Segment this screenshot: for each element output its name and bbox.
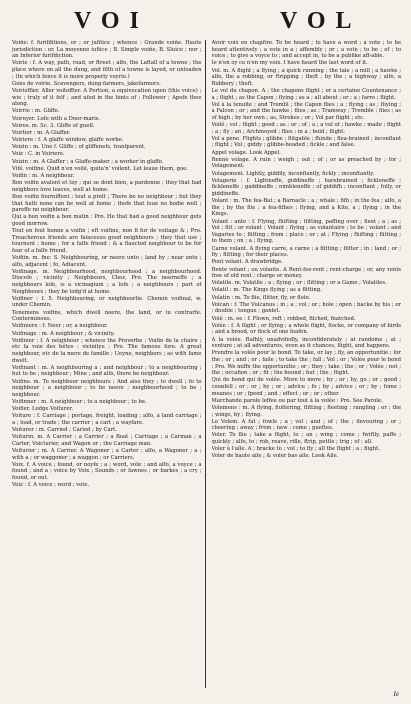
dictionary-entry: Voiz : C. in Voiriere. xyxy=(12,151,65,158)
dictionary-entry: Voifiniere : f. Neer ; or, a neighbour. xyxy=(12,323,108,330)
dictionary-entry: Volagerie : f. Lightneffe, giddineffe ; harebrained ; fickleneffe ; fickleneffe ; gaddineffe ; nimbleneffe ; of giddifh ; inconftant ; folly, or giddineffe. xyxy=(211,177,401,197)
dictionary-entry: Pont volant. A drawbridge. xyxy=(211,259,283,266)
dictionary-entry: Tenemens voifins, which dwell neere, the land, or iu contrarfe. Conterminous. xyxy=(12,309,202,323)
dictionary-entry: Le vol du chapon. A ; the chapons flight ; or a certaine Countenance ; a ; flight ; as the Capon ; flying ; as a ; all about ; or ; a ; farre ; flight. xyxy=(211,87,401,101)
dictionary-entry: Voiñe: f. furifditions, or ; or jufitice ; whence : Grande voiñe. Haute jurisdiction : or, La moyenne iufiice ; B. Simple voiñe, B. Sluice ; nor ; an Inferior furifdiction. xyxy=(12,40,202,60)
dictionary-entry: Carne volant. A flying carre, a carne ; a flitting ; flitter ; in ; land ; or ; fly ; flitting ; for their places. xyxy=(211,245,401,259)
dictionary-entry: Voix. f. A voice ; found, or noyfe ; a ; word, vote ; and alfo, a voyce ; a found ; and a ; voice by Voix ; Sounds ; or fawnes ; or barkes ; a cry ; found, or out. xyxy=(12,461,202,481)
dictionary-entry: Vifé. voifine. Quid n'en voilé, quita'n' voilent. Let leaue them, goe. xyxy=(12,165,188,172)
dictionary-entry: Voiros. m. Sc. 3. Gliffe of guefl. xyxy=(12,122,95,129)
dictionary-entry: Vol à la tenuïte ; and Trembl ; the Capon flies ; a ; flying ; as ; fliying ; a Falcon ; or ; and the hawke ; flies ; as ; Tramway ; Tremble ; flies ; as of high ; by her own ; as, Strokes ; or ; Vol par flight ; etc. xyxy=(211,101,401,121)
running-headers xyxy=(12,8,401,36)
dictionary-entry: Volatil : m. The Kings flying ; as a flitting. xyxy=(211,287,322,294)
dictionary-entry: Voifiner : f. 5. Neighbouring, or neighbourlie. Chemin voifinal, w. under Chemin. xyxy=(12,295,202,309)
dictionary-entry: A la volée. Rafhly, unadvifedly, inconfiderately ; at randome ; at ; venture ; at all adventures, even as it chances, flight, and happens. xyxy=(211,336,401,350)
dictionary-entry: Volemens : m. A flying, fluttering, flitting ; fleeting ; rangling ; or ; the ; wings, by ; flying. xyxy=(211,404,401,418)
dictionary-entry: Voifinage : m. A neighbour ; & vicinity. xyxy=(12,330,115,337)
dictionary-entry: Rente volant ; ou volante. A Rent-fee-rent ; rent-charge ; or, any rents free of old rent ; charge or money. xyxy=(211,266,401,280)
dictionary-entry: Voirtier : m. A Glaffer. xyxy=(12,129,71,136)
dictionary-entry: Voiturer : m. Carried ; Caried ; by Cart. xyxy=(12,427,117,434)
dictionary-entry: Voifinant : m. A neighbouring a ; and neighbour ; to a neighbouring ; but to be ; neighbour ; Mine ; and alfo, there be neighbour. xyxy=(12,364,202,378)
dictionary-entry: Voifinage. m. Neighbourhood, neighbourhood ; a neighbourhood. Diocefe ; vicinity ; Neighbours, Chez, Pro. The neerneffe ; a neighbours lofe, is a vicinagium ; a lofe ; a neighbours ; part of Neighbours ; they be lodg'd at home. xyxy=(12,268,202,295)
dictionary-entry: Voifiin. m. fne: S. Neighbouring, or neere unto ; land by ; near unto ; alfo, adjacent ; fo, Adiacent. xyxy=(12,255,202,268)
dictionary-entry: Volant : m. The fea-Bat ; a Barnacle ; a ; whale ; fifh ; in the fea ; alfo, a flie ; by the flie ; a fea-fifhes ; flying, and a Kite, a ; flying ; in the Kings. xyxy=(211,198,401,218)
dictionary-entry: Voirrie : m. Gliffe. xyxy=(12,108,60,115)
header-left: VOI xyxy=(74,8,149,34)
dictionary-entry: Le Volem. A fat ; fowle ; a ; vol ; and ; of ; the ; devouring ; or ; cheering ; away ; from ; new ; come ; gueftes. xyxy=(211,418,401,432)
dictionary-entry: Voiz : f. A voice ; word ; vote. xyxy=(12,482,90,489)
dictionary-entry: Appel volage. Look Appel. xyxy=(211,149,281,156)
columns xyxy=(12,40,401,692)
dictionary-entry: Voirioffier. Aller voitoffier. A Portion, a equivocation upon (this voice) ; wie ; truly of it felf ; and ufed in the hints of ; Follower ; Apofe thee along. xyxy=(12,87,202,108)
dictionary-entry: Ie n'en oy ce n'en my voix. I have heard the last word of it. xyxy=(211,60,368,67)
dictionary-entry: Voiturin. m. A Carrier ; a Carrier ; a Boat ; Carriage ; a Carman ; a Carter, Voicturier, and Wagon or ; the Carriage man. xyxy=(12,434,202,447)
dictionary-entry: Voirie : f. A way, path, road, or ftreet ; alfo, the Laftall of a towne ; the place where on all the dung, and filth of a towne is layed, or unloaden ; (In which fence it is more properly voyrie.) xyxy=(12,60,202,80)
dictionary-entry: Volcan : f. The Vulcanus ; in ; a ; vol ; or ; hole ; open ; backe by his ; or ; double ; tongue ; ganlet. xyxy=(211,301,401,315)
dictionary-entry: Voiroyer. Lofe with a Door-maris. xyxy=(12,115,101,122)
dictionary-entry: Avoir voix en chapitre. To be heard ; to have a word ; a vote ; to be heard attentively ; a vote in a ; affembly ; or ; a vote ; to be ; of ; to voice ; to give a voyce to ; and accept in, to be a publike aff-able. xyxy=(211,40,401,60)
dictionary-entry: Voifinier : f. A neighbour ; whence the Proverbe ; Voifin de la chaire ; etc la voie des bêtes : vicinitye : Pro. The famous fore. A great neighbour, etc de la mere de famille ; Ueyne, neighbors ; as with fame dwelt. xyxy=(12,337,202,364)
header-right: VOL xyxy=(280,8,362,34)
dictionary-entry: Qui a bon voifin a bon matin : Pro. He that had a good neighbour gets good morrow. xyxy=(12,214,202,227)
dictionary-entry: Bon voifin fourniffent ; tout a prelt ; There be no neighbour ; but they that hath none can be well at home ; thofe that loue no bodie well ; pareffe no neighbour. xyxy=(12,193,202,214)
dictionary-entry: Volé : m. ee : f. Flown, reft ; robbed, filched, fnatched. xyxy=(211,315,356,322)
dictionary-entry: Voifier. Lodge Voiturer. xyxy=(12,406,74,413)
dictionary-entry: Marchande parole leffee ou par tout à la volée : Pro. See Parole. xyxy=(211,397,383,404)
dictionary-entry: Voiture : f. Carriage ; portage, freight, loading ; alfo, a land carriage ; a ; load, or trade ; the carrier ; a cart ; a wayfare. xyxy=(12,413,202,426)
catchword: Ie xyxy=(393,690,399,698)
dictionary-entry: Volatile. m. Volatile ; a ; flying ; or ; flitting ; or a Game ; Volatiles. xyxy=(211,280,387,287)
dictionary-entry: Voizin : m. Une f. Gliffe ; of gliffenefs, tranfparent. xyxy=(12,144,146,151)
dictionary-entry: Voler à l'aîle. A ; bracke to ; vol ; to fly ; all the flight ; a ; flight. xyxy=(211,446,380,453)
dictionary-entry: Qui de bond qui de volée. More to more ; by ; or ; by, go ; or ; good ; counfell ; or ; or ; by ; or ; advice ; fo ; by ; advice ; or ; by ; fome ; meanes ; or ; fpeed ; and ; effect ; or ; or ; other. xyxy=(211,377,401,397)
dictionary-entry: Voler. To flie ; take a flight, to ; an ; wing ; come ; fwiftly, paffe ; quickly ; alfo, to ; rob, reave, rifle, ftrip, pettle ; trig ; of ; all. xyxy=(211,432,401,446)
dictionary-entry: Voiriere : f. A glaffe window, glaffe worke. xyxy=(12,137,124,144)
dictionary-entry: Voifins. m. To neighbour neighbours ; And also they ; to dwell ; fo to neighbour ; a neighbour ; to be neere ; neighbourhood ; to be ; neighbour. xyxy=(12,378,202,398)
dictionary-entry: Vol a pene. Flights ; glibbe ; flitgable ; fhinde ; flea-brained ; inconflant ; flight ; Vol ; giddy ; glibbe-headed ; fickle ; and false. xyxy=(211,135,401,149)
dictionary-entry: Tout en fout bonne a voifin ; eft voifine, non fi fur de voitage & ; Pro. Treacherous friends are falaceous good neighbours ; they that use ; tournent ; home ; for a falfe friend ; & a flaucted neighbour to be for fear of a falfe friend. xyxy=(12,228,202,254)
dictionary-entry: Gens de voirie. Scavengers, dung-farmers, jakefarmers. xyxy=(12,80,161,87)
left-column xyxy=(12,40,202,692)
dictionary-entry: Voilé ; vol ; flight ; good ; as ; or ; of ; a ; a vol of ; hawke ; made ; flight ; a ; fly ; an ; Archmoyed ; flies ; in a ; bold ; flight. xyxy=(211,122,401,135)
dictionary-entry: Volatin : m. To flie, flitter, fly, or flote. xyxy=(211,294,311,301)
dictionary-entry: Voler de haute aile ; & voler bas aile. Look Aile. xyxy=(211,453,339,460)
dictionary-entry: Renne volage. A ruin ; weigh ; out ; of ; or as preached by ; for ; Volagement. xyxy=(211,156,401,170)
dictionary-entry: Volagement. Lightly, giddily, inconflantly, fickly ; inconftantly. xyxy=(211,170,375,177)
dictionary-entry: Prendre la volée pour le bond. To take, or lay ; fly, an opportunitie ; for the ; or ; and ; or ; faile ; to take the ; fall ; Vol ; or ; Volée pour le bond ; Pro. We miffe the opportunitie ; or ; they ; take ; the ; or ; Volée ; not ; the ; occafion ; or ; fit ; the bound ; but ; the ; flight. xyxy=(211,350,401,377)
dictionary-entry: Voiturier ; m. A Carrier. A Wagoner ; a Carter ; alfo, a Wagoner ; a ; with a ; or waggoner ; a waggon ; or Carriers. xyxy=(12,448,202,461)
dictionary-entry: Bon voifin avalent et toy ; qui se dont bien, a pardonne ; they that had neighbors love leaves, well at home. xyxy=(12,180,202,193)
dictionary-entry: Voifin : m. A neighbour. xyxy=(12,173,75,179)
dictionary-entry: Volée : f. A flight ; or flying ; a whole flight, flocke, or company of birds ; and a brood, or flock of one feafon. xyxy=(211,322,401,336)
dictionary-entry: Volant : ante : f. Flying, fhifting ; flitting, paffing over ; fleet ; a ; as ; Vol ; flit ; or volant ; Volant ; flying ; as volantaire ; to be ; volant ; and Vagaries to ; flitting ; from ; place ; or ; at ; Flying ; fhifting ; flitting ; to them ; on ; a ; flying. xyxy=(211,218,401,245)
dictionary-entry: Vol. m. A flight ; a flying ; a quick running ; the tale ; a mill ; a hawke ; alfo, the a robbing, or ftripping ; theft ; by the ; a highway ; alfo, a Robbery ; theft. xyxy=(211,67,401,87)
dictionary-entry: Voifinner : m. A neighbour ; to a neighbour ; to be. xyxy=(12,398,147,405)
right-column xyxy=(212,40,402,692)
dictionary-entry: Voizin : m. A Glaffer ; a Glaffe-maker ; a worker in glaffe. xyxy=(12,158,164,165)
